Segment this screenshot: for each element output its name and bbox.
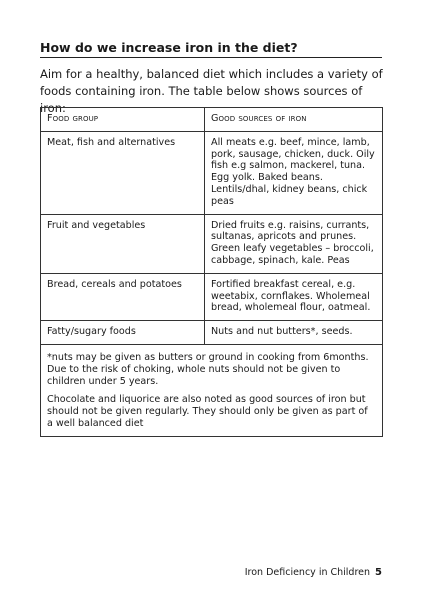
sources-cell: Nuts and nut butters*, seeds.: [205, 321, 383, 345]
iron-sources-table: [40, 107, 383, 437]
table-row: [41, 321, 383, 345]
section-heading: How do we increase iron in the diet?: [40, 40, 298, 55]
table-row: [41, 214, 383, 273]
sources-cell: Dried fruits e.g. raisins, currants, sultanas, apricots and prunes. Green leafy vegetables – broccoli, cabbage, spinach, kale. Peas: [205, 214, 383, 273]
sources-cell: Fortified breakfast cereal, e.g. weetabix, cornflakes. Wholemeal bread, wholemeal flour, oatmeal.: [205, 273, 383, 320]
food-group-cell: Fatty/sugary foods: [41, 321, 205, 345]
food-group-cell: Fruit and vegetables: [41, 214, 205, 273]
table-notes-cell: [41, 344, 383, 436]
header-good-sources: Good sources of iron: [205, 108, 383, 132]
table-row: [41, 131, 383, 214]
chocolate-note: Chocolate and liquorice are also noted as good sources of iron but should not be given regularly. They should only be given as part of a well balanced diet: [47, 394, 368, 429]
food-group-cell: Meat, fish and alternatives: [41, 131, 205, 214]
page-footer: [245, 567, 382, 579]
sources-cell: All meats e.g. beef, mince, lamb, pork, sausage, chicken, duck. Oily fish e.g salmon, mackerel, tuna. Egg yolk. Baked beans. Lentils/dhal, kidney beans, chick peas: [205, 131, 383, 214]
page-number: 5: [375, 567, 382, 578]
table-header-row: [41, 108, 383, 132]
food-group-cell: Bread, cereals and potatoes: [41, 273, 205, 320]
nuts-footnote: *nuts may be given as butters or ground in cooking from 6months. Due to the risk of choking, whole nuts should not be given to children under 5 years.: [47, 351, 369, 387]
heading-underline: [40, 57, 382, 58]
table-row: [41, 273, 383, 320]
header-food-group: Food group: [41, 108, 205, 132]
table-notes-row: [41, 344, 383, 436]
intro-paragraph: Aim for a healthy, balanced diet which includes a variety of foods containing iron. The table below shows sources of iron:: [40, 67, 383, 115]
footer-title: Iron Deficiency in Children: [244, 567, 371, 578]
